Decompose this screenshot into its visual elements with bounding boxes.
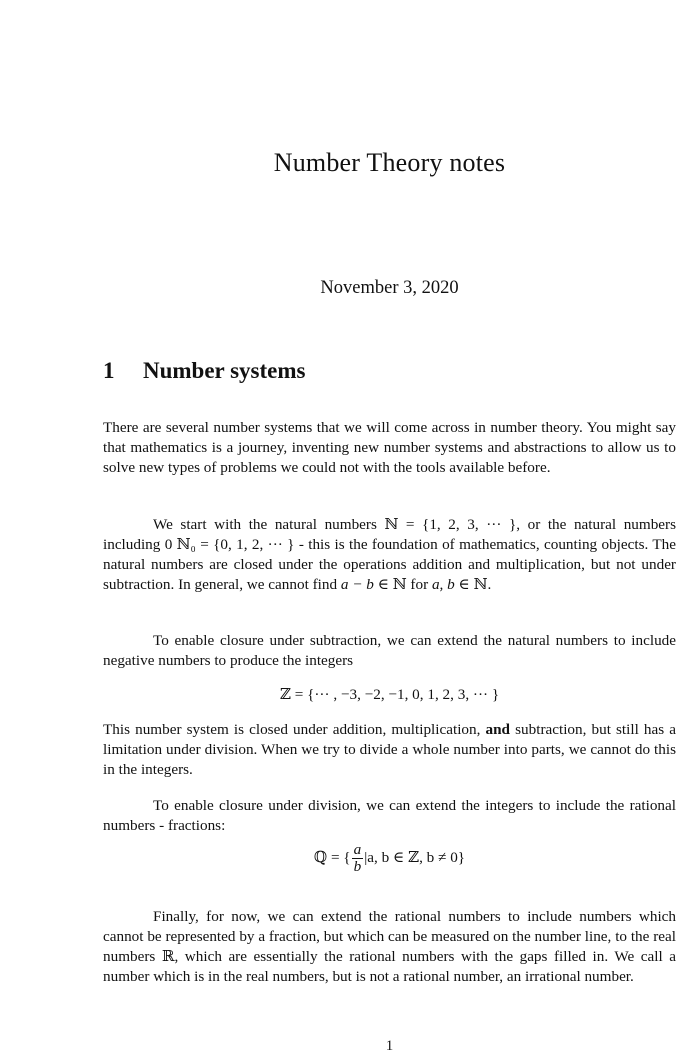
paragraph-rationals-intro: To enable closure under division, we can extend the integers to include the rational numbers - fractions: (103, 797, 676, 834)
section-heading (103, 358, 305, 384)
paragraph-integers-closure: This number system is closed under addition, multiplication, and subtraction, but still has a limitation under division. When we try to divide a whole number into parts, we cannot do this in the integers. (103, 721, 676, 778)
paragraph-integers-intro: To enable closure under subtraction, we can extend the natural numbers to include negative numbers to produce the integers (103, 632, 676, 669)
naturals0-symbol: ℕ₀ (176, 536, 196, 553)
document-title: Number Theory notes (273, 148, 506, 177)
rationals-equation: ℚ = { $\frac{a}{b}$ |a, b ∈ ℤ, b ≠ 0} (313, 841, 466, 875)
paragraph-natural-numbers: We start with the natural numbers ℕ = {1, 2, 3, ··· }, or the natural numbers including 0 ℕ₀ = {0, 1, 2, ··· } - this is the foundation of mathematics, counting objects. The natural numbers are closed under the operations addition and multiplication, but not under subtraction. In general, we cannot find a − b ∈ ℕ for a, b ∈ ℕ. (103, 516, 676, 593)
reals-symbol: ℝ (161, 948, 175, 965)
document-date: November 3, 2020 (320, 278, 459, 298)
section-number: 1 (103, 358, 115, 383)
fraction-a-over-b: $\frac{a}{b}$ (353, 841, 362, 875)
naturals-symbol: ℕ (384, 516, 399, 533)
page-number: 1 (385, 1038, 394, 1054)
rationals-symbol: ℚ (313, 848, 328, 866)
paragraph-intro: There are several number systems that we will come across in number theory. You might say that mathematics is a journey, inventing new number systems and abstractions to allow us to solve new types of problems we could not with the tools available before. (103, 419, 676, 476)
paragraph-reals: Finally, for now, we can extend the rational numbers to include numbers which cannot be represented by a fraction, but which can be measured on the number line, to the real numbers ℝ, which are essentially the rational numbers with the gaps filled in. We call a number which is in the real numbers, but is not a rational number, an irrational number. (103, 908, 676, 985)
integers-symbol: ℤ (279, 686, 291, 703)
section-title: Number systems (143, 358, 306, 383)
emphasis-and: and (485, 721, 511, 738)
integers-equation: ℤ = {··· , −3, −2, −1, 0, 1, 2, 3, ··· } (279, 686, 500, 703)
